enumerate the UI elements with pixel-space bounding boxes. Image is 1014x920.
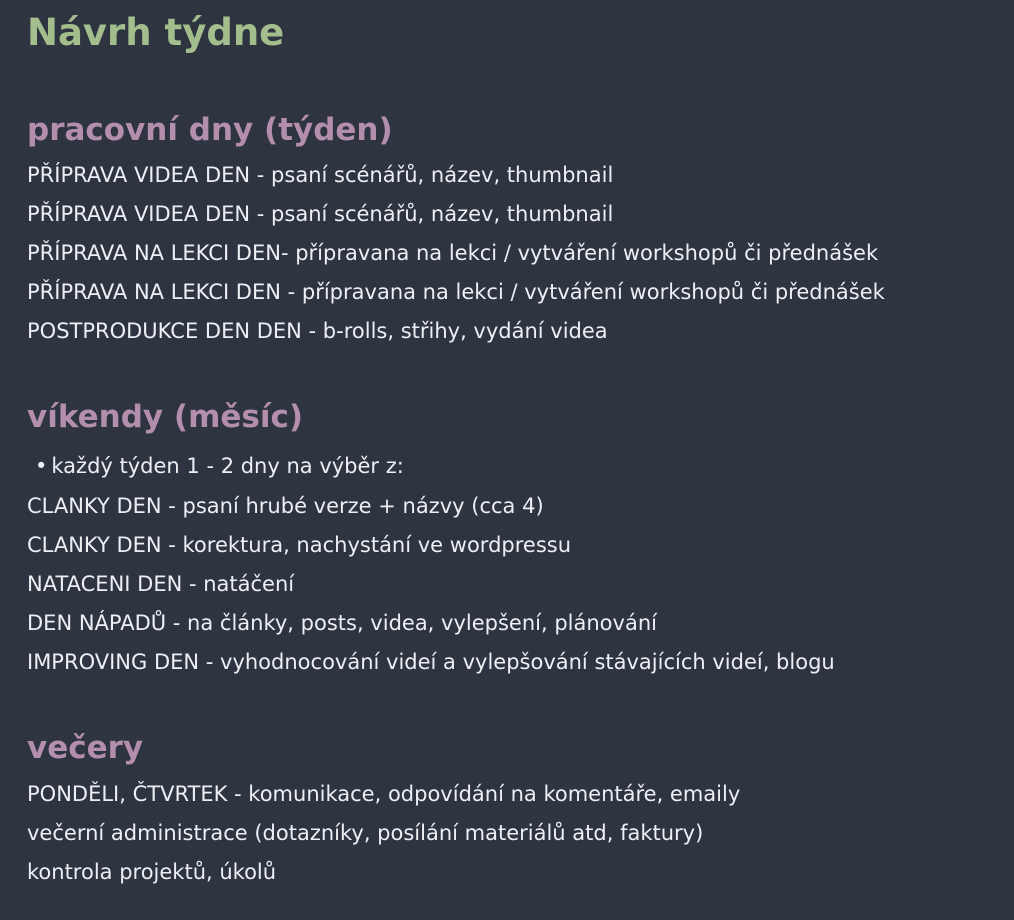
weekends-bullet-item [27,452,404,480]
weekends-line: DEN NÁPADŮ - na články, posts, videa, vylepšení, plánování [27,611,657,635]
weekends-line: NATACENI DEN - natáčení [27,572,295,596]
bullet-icon: • [35,454,48,478]
section-heading-evenings: večery [27,730,144,766]
workdays-line: PŘÍPRAVA VIDEA DEN - psaní scénářů, název, thumbnail [27,163,614,187]
section-heading-workdays: pracovní dny (týden) [27,112,393,148]
weekends-line: IMPROVING DEN - vyhodnocování videí a vylepšování stávajících videí, blogu [27,650,835,674]
workdays-line: PŘÍPRAVA NA LEKCI DEN- přípravana na lekci / vytváření workshopů či přednášek [27,241,879,265]
weekends-line: CLANKY DEN - psaní hrubé verze + názvy (cca 4) [27,494,544,518]
workdays-line: PŘÍPRAVA NA LEKCI DEN - přípravana na lekci / vytváření workshopů či přednášek [27,280,885,304]
bullet-text: každý týden 1 - 2 dny na výběr z: [51,454,404,478]
section-heading-weekends: víkendy (měsíc) [27,399,304,435]
page-title: Návrh týdne [27,11,285,54]
evenings-line: večerní administrace (dotazníky, posílání materiálů atd, faktury) [27,821,704,845]
workdays-line: PŘÍPRAVA VIDEA DEN - psaní scénářů, název, thumbnail [27,202,614,226]
weekends-line: CLANKY DEN - korektura, nachystání ve wordpressu [27,533,572,557]
workdays-line: POSTPRODUKCE DEN DEN - b-rolls, střihy, vydání videa [27,319,608,343]
evenings-line: PONDĚLI, ČTVRTEK - komunikace, odpovídání na komentáře, emaily [27,782,741,806]
evenings-line: kontrola projektů, úkolů [27,860,277,884]
